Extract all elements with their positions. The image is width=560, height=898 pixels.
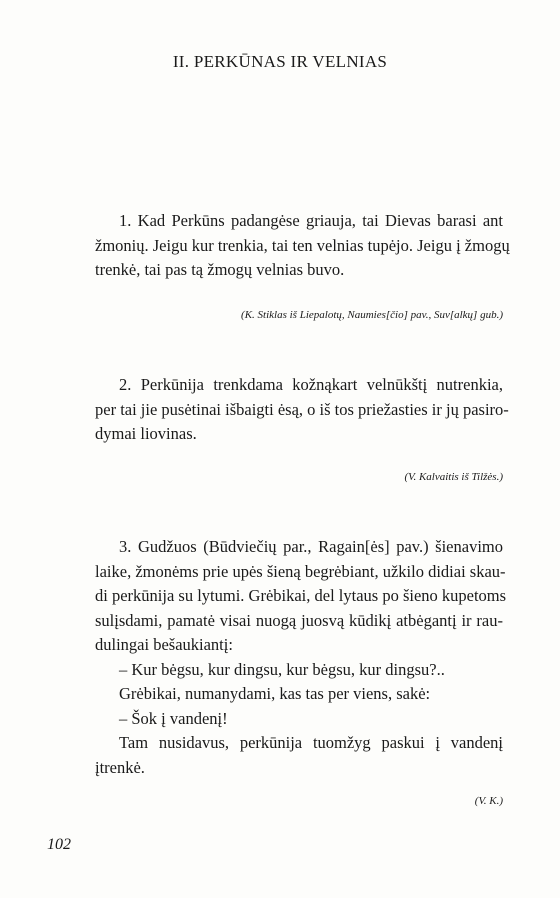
entry-3-line-7: Grėbikai, numanydami, kas tas per viens, sakė: (119, 684, 431, 703)
entry-2-text (95, 373, 509, 447)
entry-3-text (95, 535, 507, 780)
entry-3-line-10: įtrenkė. (95, 757, 145, 777)
entry-1-line-3: trenkė, tai pas tą žmogų velnias buvo. (95, 260, 345, 279)
entry-3-line-4: sulįsdami, pamatė visai nuogą juosvą kūdikį atbėgantį ir rau- (95, 610, 503, 630)
entry-1-line-2: žmonių. Jeigu kur trenkia, tai ten velnias tupėjo. Jeigu į žmogų (95, 235, 510, 255)
chapter-title: II. PERKŪNAS IR VELNIAS (172, 52, 388, 71)
entry-2-source: (V. Kalvaitis iš Tilžės.) (404, 471, 503, 483)
entry-1-line-1: 1. Kad Perkūns padangėse griauja, tai Dievas barasi ant (119, 211, 503, 230)
entry-1-text (95, 209, 510, 283)
entry-2-line-3: dymai liovinas. (95, 424, 197, 443)
entry-3-line-1: 3. Gudžuos (Būdviečių par., Ragain[ės] pav.) šienavimo (119, 537, 503, 556)
entry-3-source: (V. K.) (474, 795, 503, 807)
entry-2-line-2: per tai jie pusėtinai išbaigti ėsą, o iš tos priežasties ir jų pasiro- (95, 399, 509, 419)
entry-3-line-5: dulingai bešaukiantį: (95, 635, 233, 654)
entry-3-line-3: di perkūnija su lytumi. Grėbikai, del lytaus po šieno kupetoms (95, 586, 507, 605)
entry-3-dialogue-1: – Kur bėgsu, kur dingsu, kur bėgsu, kur dingsu?.. (119, 659, 445, 679)
page-number: 102 (47, 836, 71, 853)
entry-1-source: (K. Stiklas iš Liepalotų, Naumies[čio] pav., Suv[alkų] gub.) (241, 309, 503, 321)
entry-3-line-9: Tam nusidavus, perkūnija tuomžyg paskui į vandenį (119, 733, 503, 752)
entry-3-dialogue-2: – Šok į vandenį! (119, 708, 228, 728)
entry-2-line-1: 2. Perkūnija trenkdama kožnąkart velnūkštį nutrenkia, (119, 375, 503, 394)
entry-3-line-2: laike, žmonėms prie upės šieną begrėbiant, užkilo didiai skau- (95, 561, 506, 581)
